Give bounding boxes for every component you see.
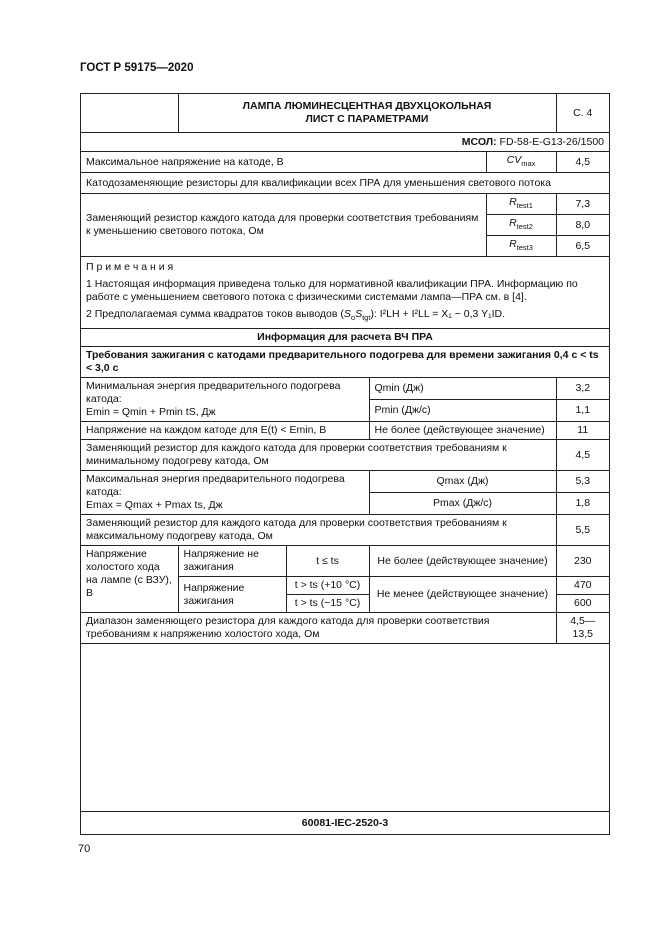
mcol-code: МСОЛ: FD-58-E-G13-26/1500 bbox=[81, 133, 609, 152]
parameter-sheet bbox=[80, 93, 610, 835]
page-number: 70 bbox=[78, 843, 91, 855]
qmax-label: Qmax (Дж) bbox=[369, 471, 556, 493]
ignition-value-plus10: 470 bbox=[556, 577, 609, 595]
voltage-each-value: 11 bbox=[556, 422, 609, 440]
open-circuit-label: Напряжение холостого хода на лампе (с ВЗУ), В bbox=[81, 546, 178, 613]
pmax-label: Pmax (Дж/с) bbox=[369, 493, 556, 515]
notes-title: П р и м е ч а н и я bbox=[86, 261, 174, 274]
r-test2-symbol: $R_{test2}$ bbox=[486, 215, 556, 236]
rmin-label: Заменяющий резистор для каждого катода для проверки соответствия требованиям к минимальному подогреву катода, Ом bbox=[81, 440, 556, 471]
hf-title: Информация для расчета ВЧ ПРА bbox=[81, 329, 609, 347]
emin-label: Минимальная энергия предварительного подогрева катода: Emin = Qmin + Pmin tS, Дж bbox=[81, 378, 369, 422]
note-2: 2 Предполагаемая сумма квадратов токов выводов $(S_oS_{tgt})$: I²LH + I²LL = X₁ − 0,3 Y₁ID. bbox=[86, 308, 506, 323]
max-voltage-label: Максимальное напряжение на катоде, В bbox=[81, 152, 486, 173]
rmax-label: Заменяющий резистор для каждого катода для проверки соответствия требованиям к максимальному подогреву катода, Ом bbox=[81, 515, 556, 546]
qmin-label: Qmin (Дж) bbox=[369, 378, 556, 400]
sheet-page-ref: С. 4 bbox=[556, 94, 609, 133]
qmax-value: 5,3 bbox=[556, 471, 609, 493]
sheet-footer-code: 60081-IEC-2520-3 bbox=[81, 811, 609, 834]
no-ignition-value: 230 bbox=[556, 546, 609, 577]
r-test2-value: 8,0 bbox=[556, 215, 609, 236]
no-ignition-cond: Не более (действующее значение) bbox=[369, 546, 556, 577]
r-test1-value: 7,3 bbox=[556, 194, 609, 215]
r-test1-symbol: $R_{test1}$ bbox=[486, 194, 556, 215]
ignition-time-minus15: t > ts (−15 °C) bbox=[286, 595, 369, 613]
qmin-value: 3,2 bbox=[556, 378, 609, 400]
r-test3-value: 6,5 bbox=[556, 236, 609, 257]
pmax-value: 1,8 bbox=[556, 493, 609, 515]
rmin-value: 4,5 bbox=[556, 440, 609, 471]
ignition-label: Напряжение зажигания bbox=[178, 577, 286, 613]
ignition-title: Требования зажигания с катодами предварительного подогрева для времени зажигания 0,4 с < ts < 3,0 с bbox=[81, 347, 609, 378]
sheet-title: ЛАМПА ЛЮМИНЕСЦЕНТНАЯ ДВУХЦОКОЛЬНАЯ ЛИСТ С ПАРАМЕТРАМИ bbox=[178, 94, 556, 133]
voltage-each-label: Напряжение на каждом катоде для E(t) < Emin, В bbox=[81, 422, 369, 440]
standard-number: ГОСТ Р 59175—2020 bbox=[80, 62, 194, 74]
pmin-value: 1,1 bbox=[556, 400, 609, 422]
no-ignition-label: Напряжение не зажигания bbox=[178, 546, 286, 577]
emax-label: Максимальная энергия предварительного подогрева катода: Emax = Qmax + Pmax ts, Дж bbox=[81, 471, 369, 515]
rmax-value: 5,5 bbox=[556, 515, 609, 546]
range-label: Диапазон заменяющего резистора для каждого катода для проверки соответствия требованиям к напряжению холостого хода, Ом bbox=[81, 613, 556, 644]
ignition-time-plus10: t > ts (+10 °C) bbox=[286, 577, 369, 595]
max-voltage-symbol: $CV_{max}$ bbox=[486, 152, 556, 173]
resistors-title: Катодозаменяющие резисторы для квалификации всех ПРА для уменьшения светового потока bbox=[81, 173, 609, 194]
max-voltage-value: 4,5 bbox=[556, 152, 609, 173]
header-blank-cell bbox=[81, 94, 178, 133]
voltage-each-cond: Не более (действующее значение) bbox=[369, 422, 556, 440]
pmin-label: Pmin (Дж/с) bbox=[369, 400, 556, 422]
resistor-label: Заменяющий резистор каждого катода для проверки соответствия требованиям к уменьшению светового потока, Ом bbox=[81, 194, 486, 257]
range-value: 4,5—13,5 bbox=[556, 613, 609, 644]
note-1: 1 Настоящая информация приведена только для нормативной квалификации ПРА. Информацию по работе с уменьшением светового потока с физическими системами лампа—ПРА см. в [4]. bbox=[86, 278, 578, 304]
no-ignition-time: t ≤ ts bbox=[286, 546, 369, 577]
ignition-cond: Не менее (действующее значение) bbox=[369, 577, 556, 613]
notes bbox=[81, 257, 609, 329]
r-test3-symbol: $R_{test3}$ bbox=[486, 236, 556, 257]
ignition-value-minus15: 600 bbox=[556, 595, 609, 613]
sheet-table bbox=[81, 94, 609, 644]
